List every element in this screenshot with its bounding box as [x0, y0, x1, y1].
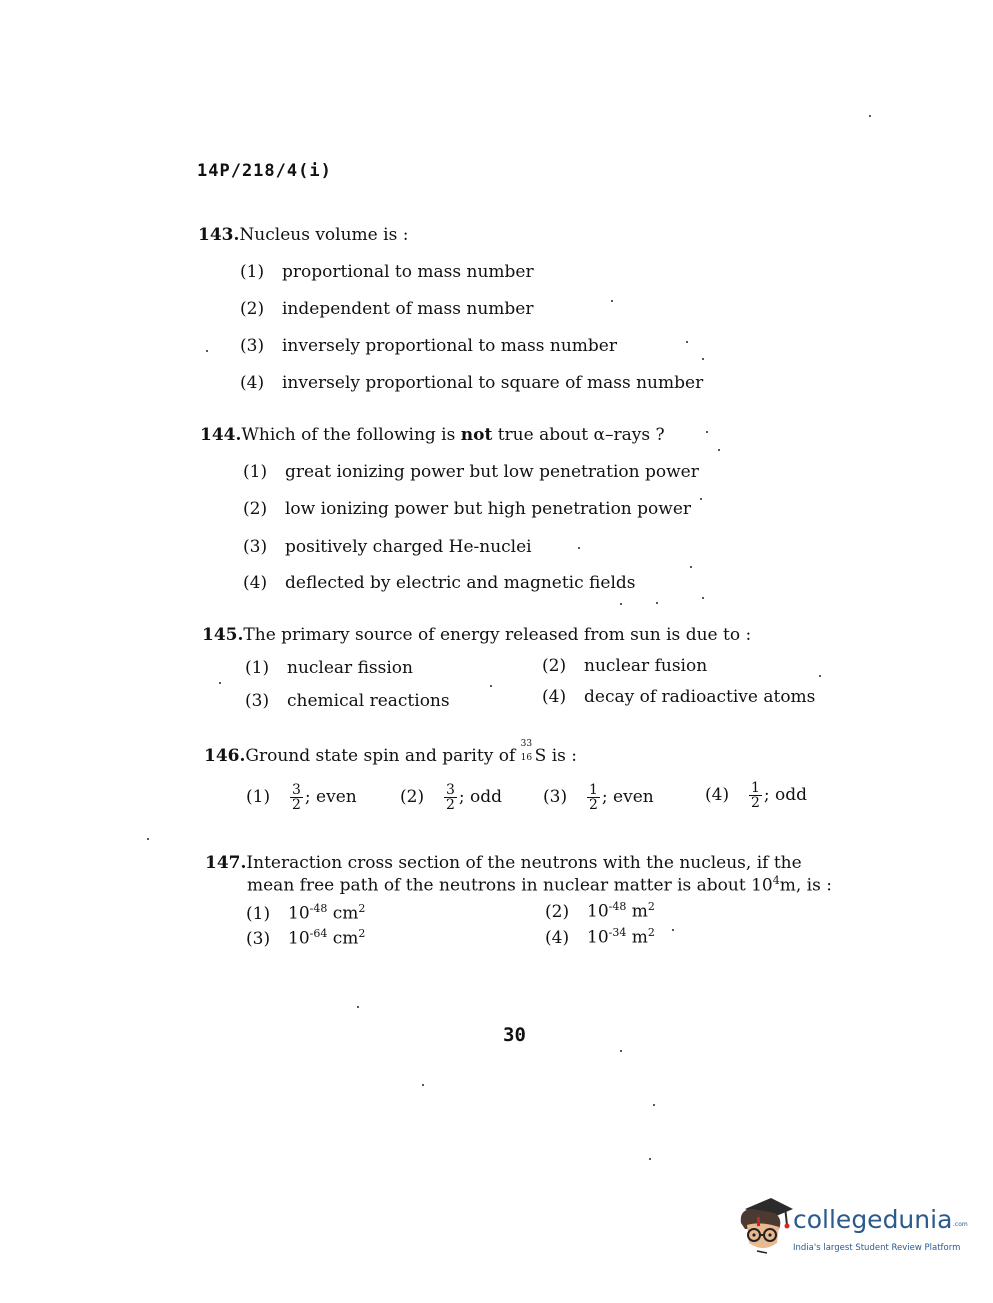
- scan-speck: [819, 675, 821, 677]
- option-number: (4): [243, 573, 268, 593]
- q143-option-4: [240, 373, 703, 393]
- q145-option-1: [245, 658, 413, 678]
- q147-option-2: (2) $10^{-48}$ $m^2$: [545, 900, 655, 922]
- scan-speck: [702, 358, 704, 360]
- q144-option-4: [243, 573, 635, 593]
- brand-name: collegedunia: [793, 1205, 953, 1234]
- option-number: (1): [246, 787, 271, 807]
- option-number: (3): [246, 928, 271, 949]
- scan-speck: [620, 1050, 622, 1052]
- scan-speck: [672, 929, 674, 931]
- nuclide-notation: [520, 739, 535, 763]
- option-text: independent of mass number: [282, 299, 534, 319]
- scan-speck: [700, 498, 702, 500]
- question-number: 147.: [205, 853, 247, 873]
- question-number: 145.: [202, 625, 244, 645]
- scan-speck: [653, 1104, 655, 1106]
- question-text: Ground state spin and parity of 33 16 S is :: [245, 739, 577, 766]
- option-number: (1): [243, 462, 268, 482]
- option-text: low ionizing power but high penetration power: [285, 499, 692, 519]
- option-number: (2): [243, 499, 268, 519]
- fraction: $\frac{3}{2}$: [292, 782, 301, 813]
- option-number: (3): [243, 537, 268, 557]
- question-146: [204, 739, 577, 766]
- q146-option-4: [705, 781, 807, 810]
- scan-speck: [620, 603, 622, 605]
- option-number: (2): [542, 656, 567, 676]
- option-text: inversely proportional to mass number: [282, 336, 617, 356]
- q146-option-1: [246, 783, 357, 812]
- question-number: 143.: [198, 225, 240, 245]
- question-147-line2: mean free path of the neutrons in nuclear matter is about $10^4m$, is :: [247, 874, 832, 896]
- option-number: (3): [240, 336, 265, 356]
- scan-speck: [656, 602, 658, 604]
- option-number: (1): [245, 658, 270, 678]
- collegedunia-logo: [735, 1195, 968, 1265]
- option-number: (2): [400, 787, 425, 807]
- option-number: (4): [545, 927, 570, 948]
- scan-speck: [702, 597, 704, 599]
- q146-option-2: [400, 783, 502, 812]
- question-text-line2: mean free path of the neutrons in nuclear matter is about 10: [247, 875, 773, 896]
- question-143: [198, 225, 408, 245]
- fraction: $\frac{3}{2}$: [446, 782, 455, 813]
- scan-speck: [357, 1006, 359, 1008]
- q146-option-3: [543, 783, 654, 812]
- option-number: (1): [246, 903, 271, 924]
- atomic-number: 16: [520, 753, 533, 763]
- option-text: great ionizing power but low penetration power: [285, 462, 699, 482]
- question-144: [200, 425, 665, 445]
- scan-speck: [686, 341, 688, 343]
- q145-option-4: [542, 687, 815, 707]
- option-text: positively charged He-nuclei: [285, 537, 532, 557]
- q144-option-3: [243, 537, 532, 557]
- paper-code: 14P/218/4(i): [197, 161, 332, 181]
- fraction: $\frac{1}{2}$: [751, 780, 760, 811]
- scan-speck: [490, 685, 492, 687]
- nuclide-symbol: S: [534, 746, 547, 766]
- question-145: [202, 625, 751, 645]
- mass-number: 33: [520, 739, 533, 749]
- option-number: (4): [240, 373, 265, 393]
- option-number: (4): [542, 687, 567, 707]
- option-text: ; odd: [763, 785, 808, 805]
- option-number: (2): [240, 299, 265, 319]
- scan-speck: [422, 1084, 424, 1086]
- question-147: [205, 853, 845, 873]
- option-number: (3): [245, 691, 270, 711]
- brand-tagline: India's largest Student Review Platform: [793, 1243, 961, 1253]
- question-text-line1: Interaction cross section of the neutrons with the nucleus, if the: [246, 853, 802, 873]
- question-text: Which of the following is not true about α–rays ?: [241, 425, 665, 445]
- page-number: 30: [503, 1024, 526, 1046]
- option-text: ; even: [601, 787, 654, 807]
- option-number: (2): [545, 901, 570, 922]
- option-text: chemical reactions: [287, 691, 450, 711]
- option-text: nuclear fission: [287, 658, 413, 678]
- brand-suffix: .com: [953, 1221, 968, 1228]
- scan-speck: [690, 566, 692, 568]
- q143-option-2: [240, 299, 533, 319]
- q147-option-1: (1) $10^{-48}$ $cm^2$: [246, 902, 366, 924]
- q143-option-1: [240, 262, 534, 282]
- option-text: proportional to mass number: [282, 262, 534, 282]
- question-number: 146.: [204, 746, 246, 766]
- q145-option-3: [245, 691, 450, 711]
- q147-option-4: (4) $10^{-34}$ $m^2$: [545, 926, 655, 948]
- option-number: (1): [240, 262, 265, 282]
- fraction: $\frac{1}{2}$: [589, 782, 598, 813]
- option-text: decay of radioactive atoms: [584, 687, 816, 707]
- exponent: 4: [772, 874, 780, 887]
- scan-speck: [206, 350, 208, 352]
- scan-speck: [147, 838, 149, 840]
- emphasis-not: not: [460, 425, 493, 445]
- option-text: inversely proportional to square of mass number: [282, 373, 704, 393]
- scan-speck: [706, 431, 708, 433]
- option-text: ; even: [304, 787, 357, 807]
- scan-speck: [578, 547, 580, 549]
- mascot-icon: [735, 1195, 795, 1257]
- option-text: ; odd: [458, 787, 503, 807]
- q144-option-2: [243, 499, 691, 519]
- question-text: The primary source of energy released from sun is due to :: [243, 625, 752, 645]
- option-number: (3): [543, 787, 568, 807]
- question-number: 144.: [200, 425, 242, 445]
- option-text: deflected by electric and magnetic fields: [285, 573, 636, 593]
- option-text: nuclear fusion: [584, 656, 708, 676]
- scan-speck: [649, 1158, 651, 1160]
- scan-speck: [219, 682, 221, 684]
- scan-speck: [611, 300, 613, 302]
- q145-option-2: [542, 656, 707, 676]
- scan-speck: [718, 449, 720, 451]
- option-number: (4): [705, 785, 730, 805]
- q147-option-3: (3) $10^{-64}$ $cm^2$: [246, 927, 366, 949]
- scan-speck: [869, 115, 871, 117]
- q144-option-1: [243, 462, 699, 482]
- question-text: Nucleus volume is :: [239, 225, 409, 245]
- q143-option-3: [240, 336, 617, 356]
